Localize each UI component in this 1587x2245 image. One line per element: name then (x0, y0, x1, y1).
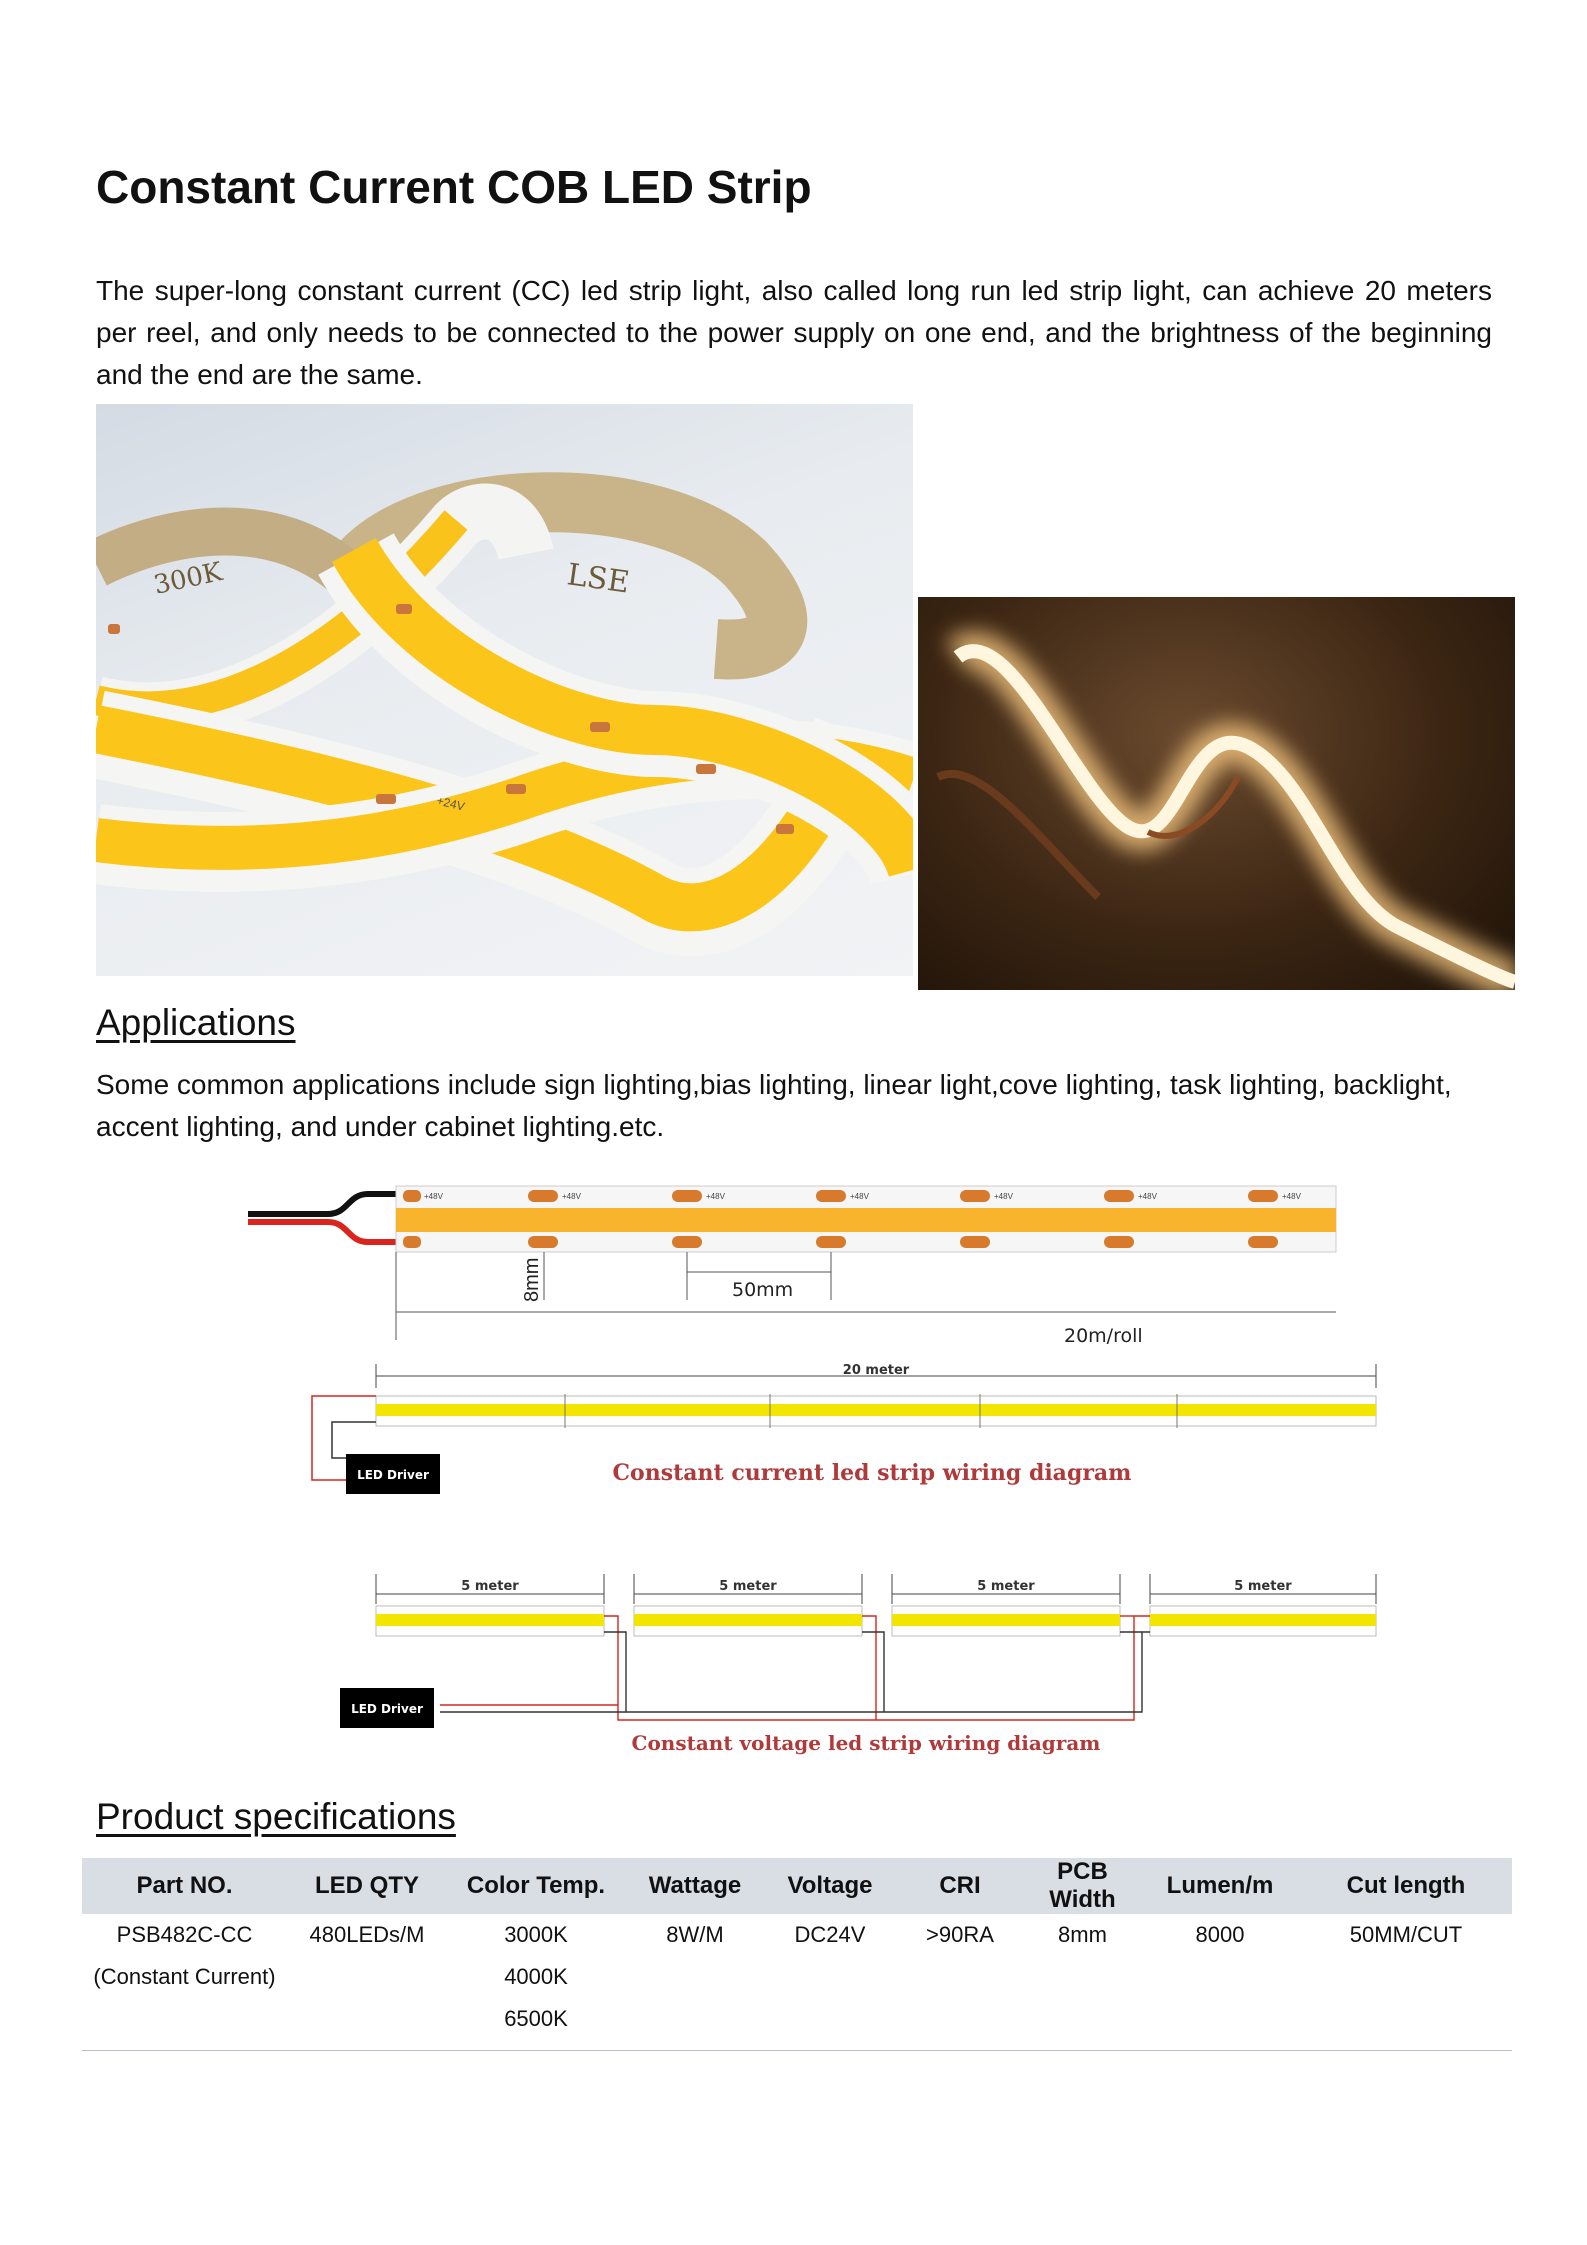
specs-heading: Product specifications (96, 1796, 456, 1837)
svg-text:5 meter: 5 meter (1234, 1579, 1292, 1594)
svg-text:+48V: +48V (1138, 1192, 1157, 1201)
svg-text:+24V: +24V (435, 793, 467, 814)
intro-paragraph: The super-long constant current (CC) led strip light, also called long run led strip light, can achieve 20 meters per reel, and only needs to be connected to the power supply on one end, and the brightness of the beginning and the end are the same. (96, 275, 1492, 390)
col-pcb-width: PCB Width (1025, 1858, 1140, 1914)
col-part-no: Part NO. (82, 1858, 287, 1914)
svg-text:+48V: +48V (850, 1192, 869, 1201)
reel-print-text: 300K (151, 557, 226, 601)
page-title: Constant Current COB LED Strip (96, 161, 812, 213)
cc-caption: Constant current led strip wiring diagram (612, 1460, 1132, 1486)
cv-segment-label: 5 meter (461, 1579, 519, 1594)
specs-header-row (82, 1858, 1512, 1914)
svg-text:+48V: +48V (424, 1192, 443, 1201)
svg-text:5 meter: 5 meter (977, 1579, 1035, 1594)
cv-wiring-diagram (300, 1560, 1400, 1760)
col-cri: CRI (895, 1858, 1025, 1914)
specs-table (82, 1858, 1512, 2051)
strip-dimension-diagram (248, 1180, 1348, 1350)
col-color-temp: Color Temp. (447, 1858, 625, 1914)
table-row: PSB482C-CC 480LEDs/M 3000K 8W/M DC24V >90RA 8mm 8000 50MM/CUT (116, 1922, 1463, 1947)
svg-text:+48V: +48V (1282, 1192, 1301, 1201)
col-voltage: Voltage (765, 1858, 895, 1914)
table-row: 6500K (82, 1998, 1512, 2051)
applications-heading: Applications (96, 1002, 296, 1043)
col-wattage: Wattage (625, 1858, 765, 1914)
svg-text:+48V: +48V (706, 1192, 725, 1201)
width-label: 8mm (521, 1257, 543, 1302)
cv-caption: Constant voltage led strip wiring diagram (631, 1731, 1101, 1755)
svg-text:+48V: +48V (994, 1192, 1013, 1201)
cv-driver-label: LED Driver (351, 1702, 423, 1716)
svg-text:+48V: +48V (562, 1192, 581, 1201)
cc-driver-label: LED Driver (357, 1468, 429, 1482)
cc-length-label: 20 meter (842, 1363, 910, 1378)
col-lumen: Lumen/m (1140, 1858, 1300, 1914)
product-photo-reel (96, 404, 913, 976)
table-row: (Constant Current) 4000K (93, 1964, 568, 1989)
svg-text:5 meter: 5 meter (719, 1579, 777, 1594)
col-cut-length: Cut length (1300, 1858, 1512, 1914)
spacing-label: 50mm (732, 1279, 794, 1301)
svg-text:LSE: LSE (564, 557, 632, 601)
col-led-qty: LED QTY (287, 1858, 447, 1914)
product-photo-glow (918, 597, 1515, 990)
applications-text: Some common applications include sign lighting,bias lighting, linear light,cove lighting, task lighting, backlight, accent lighting, and under cabinet lighting.etc. (96, 1069, 1452, 1142)
roll-label: 20m/roll (1064, 1325, 1143, 1347)
cc-wiring-diagram (300, 1350, 1400, 1510)
